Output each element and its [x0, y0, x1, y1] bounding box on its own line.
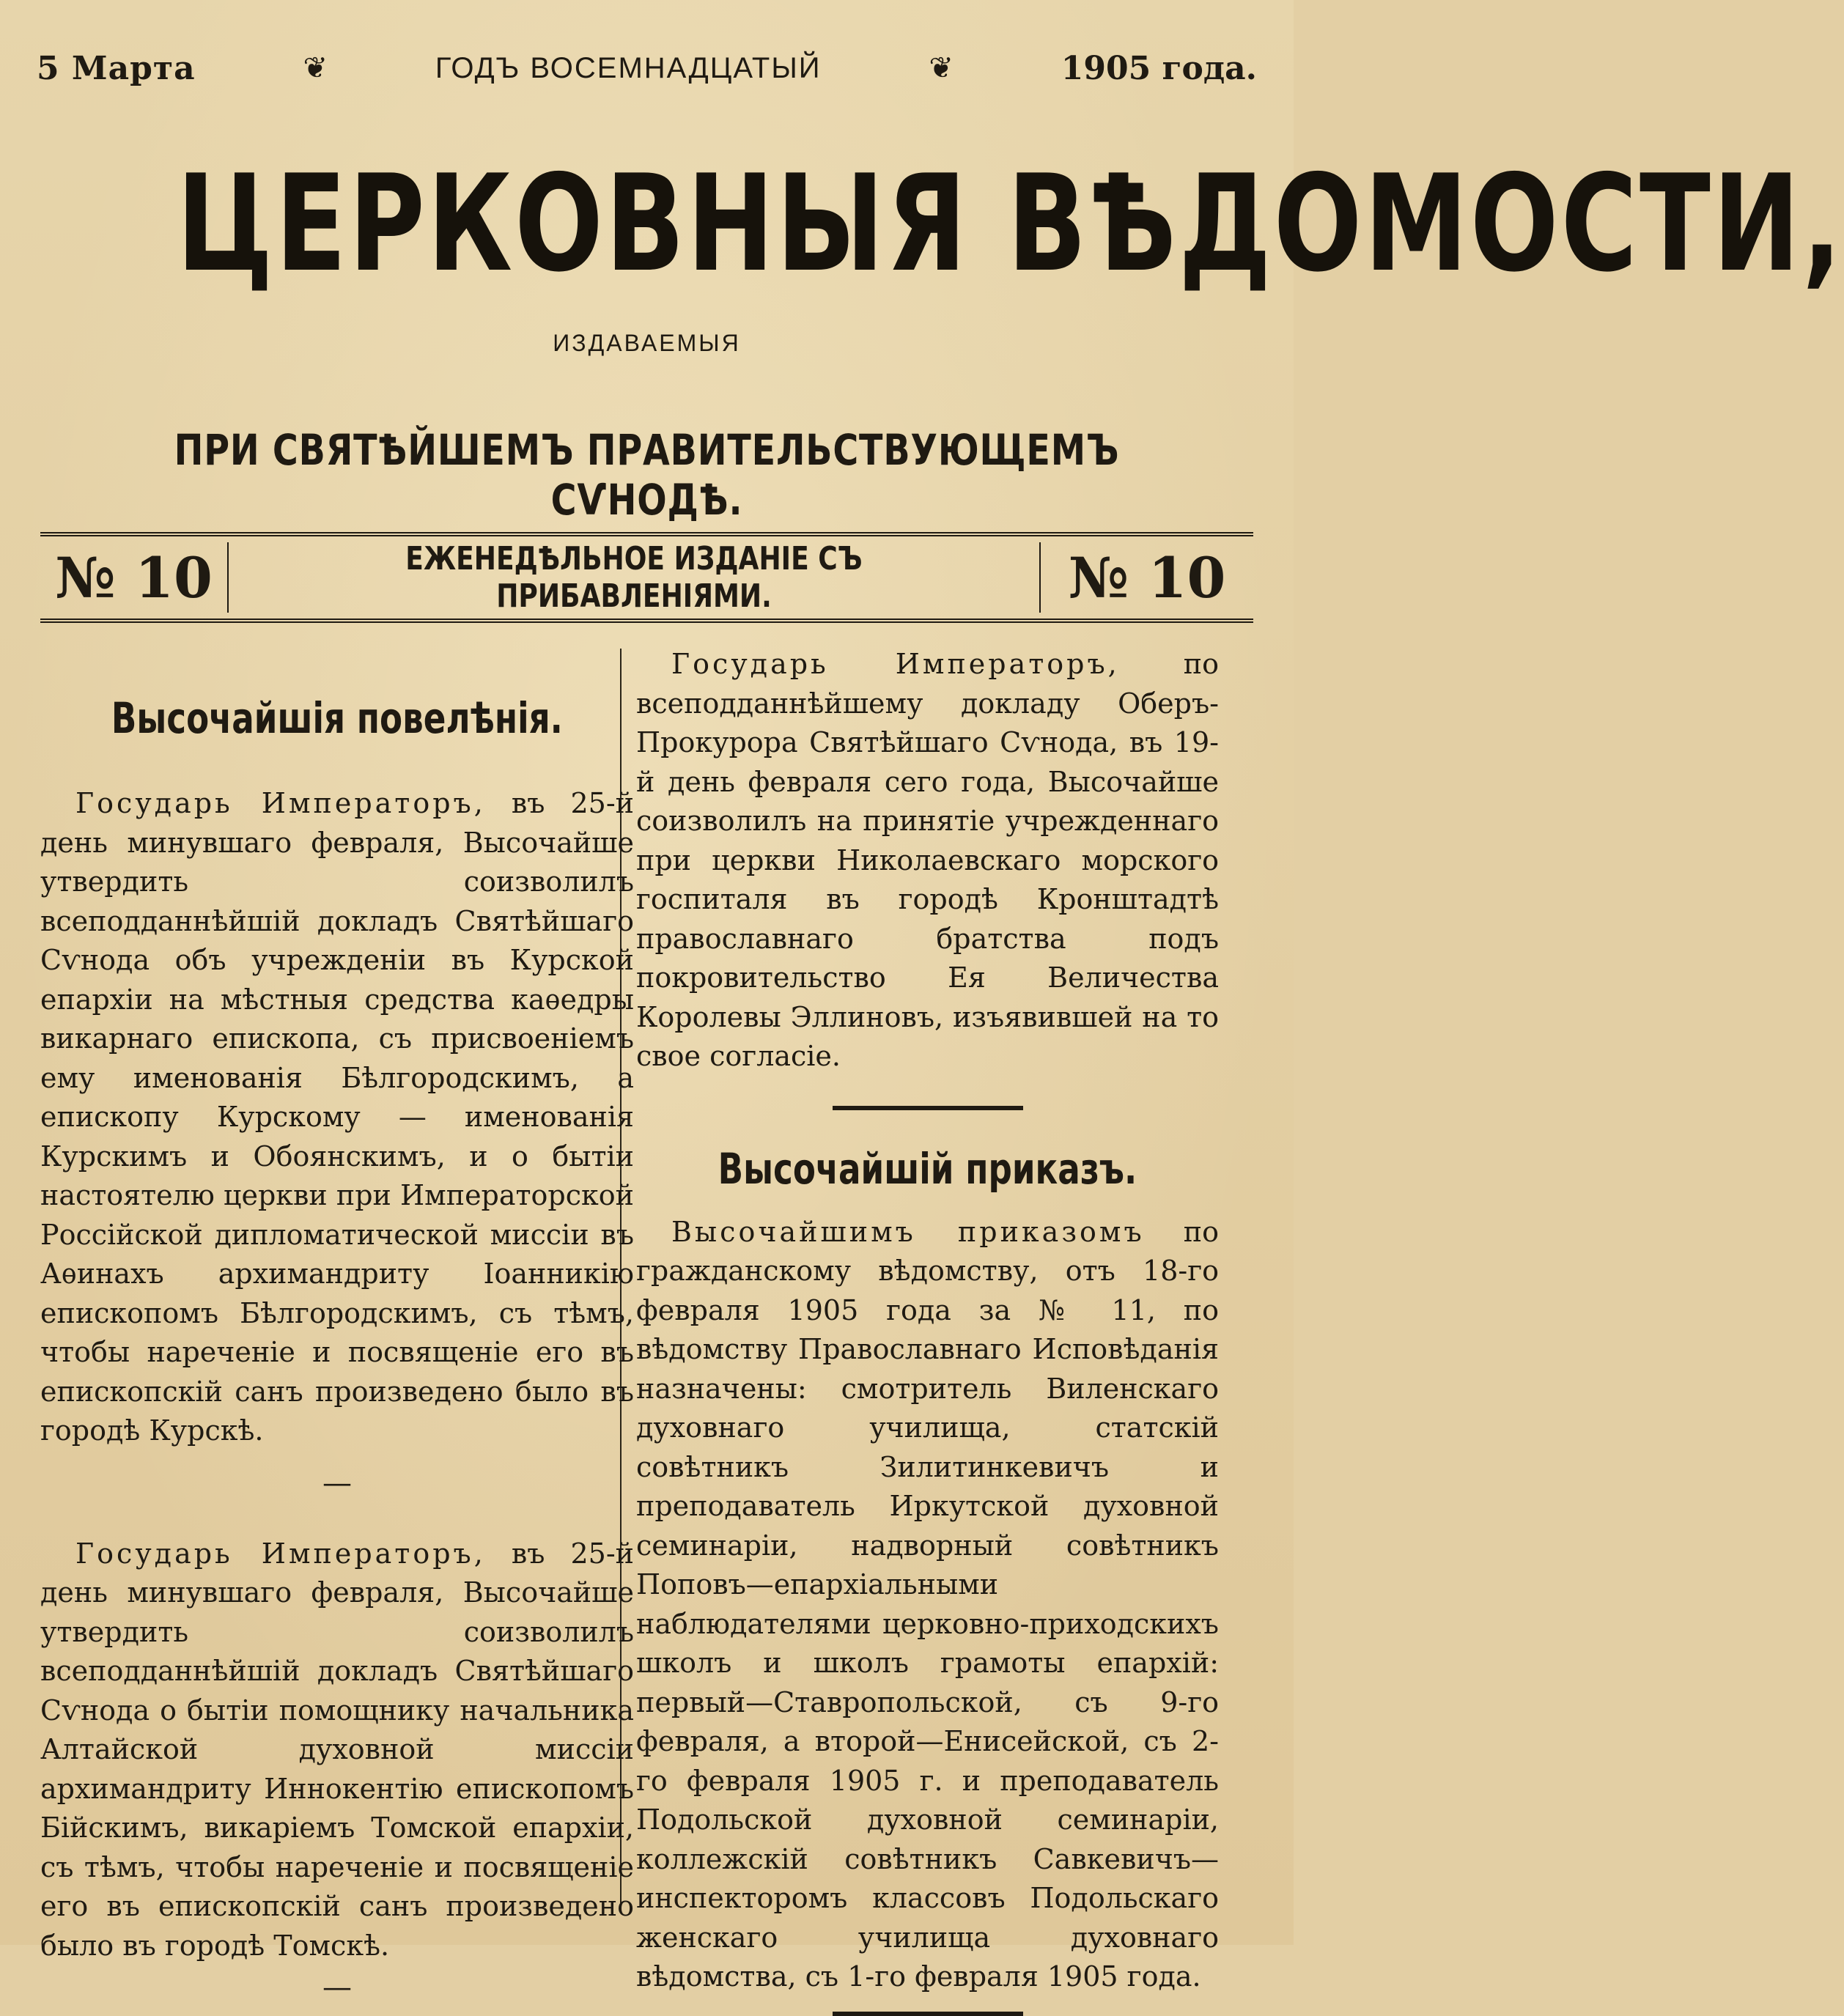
- paragraph-text: по всеподданнѣйшему докладу Оберъ-Прокурора Святѣйшаго Сѵнода, въ 19-й день февраля сего года, Высочайше соизволилъ на принятіе учрежденнаго при церкви Николаевскаго морского госпиталя въ городѣ Кронштадтѣ православнаго братства подъ покровительство Ея Величества Королевы Эллиновъ, изъявившей на то свое согласіе.: [636, 648, 1219, 1072]
- paragraph-lead: Высочайшимъ приказомъ: [671, 1215, 1145, 1248]
- publisher-text: ПРИ СВЯТѢЙШЕМЪ ПРАВИТЕЛЬСТВУЮЩЕМЪ СѴНОДѢ.: [174, 425, 1120, 525]
- right-column: [636, 645, 1219, 2016]
- paragraph-lead: Государь Императоръ,: [75, 787, 486, 819]
- volume-year-label: ГОДЪ ВОСЕМНАДЦАТЫЙ: [435, 51, 822, 84]
- published-label: ИЗДАВАЕМЫЯ: [553, 330, 741, 356]
- issue-number-bar: [40, 532, 1253, 623]
- weekly-edition-text: ЕЖЕНЕДѢЛЬНОЕ ИЗДАНІЕ СЪ ПРИБАВЛЕНІЯМИ.: [405, 540, 863, 615]
- paragraph-lead: Государь Императоръ,: [671, 648, 1120, 680]
- order-paragraph: [636, 1213, 1219, 1997]
- paragraph-text: въ 25-й день минувшаго февраля, Высочайше утвердить соизволилъ всеподданнѣйшій докладъ Святѣйшаго Сѵнода объ учрежденіи въ Курской епархіи на мѣстныя средства каѳедры викарнаго епископа, съ присвоеніемъ ему именованія Бѣлгородскимъ, а епископу Курскому — именованія Курскимъ и Обоянскимъ, и о бытіи настоятелю церкви при Императорской Россійской дипломатической миссіи въ Аѳинахъ архимандриту Іоанникію епископомъ Бѣлгородскимъ, съ тѣмъ, чтобы нареченіе и посвященіе его въ епископскій санъ произведено было въ городѣ Курскѣ.: [40, 787, 634, 1447]
- paragraph-lead: Государь Императоръ,: [75, 1537, 486, 1570]
- separator-dash: —: [322, 1466, 352, 1500]
- issue-year: 1905 года.: [1061, 49, 1257, 87]
- decree-paragraph: [636, 645, 1219, 1077]
- ornament-icon: ❦: [303, 51, 328, 85]
- issue-number-left: № 10: [55, 544, 213, 610]
- issue-number-right: № 10: [1068, 544, 1226, 610]
- section-heading: [636, 1140, 1219, 1198]
- masthead-title: ЦЕРКОВНЫЯ ВѢДОМОСТИ,: [176, 146, 1844, 301]
- decree-paragraph: [40, 1535, 634, 1966]
- section-heading: [40, 689, 634, 747]
- publisher-line: [0, 425, 1294, 525]
- section-heading-text: Высочайшія повелѣнія.: [111, 693, 564, 743]
- paragraph-text: по гражданскому вѣдомству, отъ 18-го февраля 1905 года за № 11, по вѣдомству Православнаго Исповѣданія назначены: смотритель Виленскаго духовнаго училища, статскій совѣтникъ Зилитинкевичъ и преподаватель Иркутской духовной семинаріи, надворный совѣтникъ Поповъ—епархіальными наблюдателями церковно-приходскихъ школъ и школъ грамоты епархій: первый—Ставропольской, съ 9-го февраля, а второй—Енисейской, съ 2-го февраля 1905 г. и преподаватель Подольской духовной семинаріи, коллежскій совѣтникъ Савкевичъ—инспекторомъ классовъ Подольскаго женскаго училища духовнаго вѣдомства, съ 1-го февраля 1905 года.: [636, 1215, 1219, 1993]
- separator-dash: —: [322, 1971, 352, 2004]
- decree-paragraph: [40, 784, 634, 1451]
- left-column: [40, 645, 634, 2009]
- paragraph-text: въ 25-й день минувшаго февраля, Высочайше утвердить соизволилъ всеподданнѣйшій докладъ Святѣйшаго Сѵнода о бытіи помощнику начальника Алтайской духовной миссіи архимандриту Иннокентію епископомъ Бійскимъ, викаріемъ Томской епархіи, съ тѣмъ, чтобы нареченіе и посвященіе его въ епископскій санъ произведено было въ городѣ Томскѣ.: [40, 1537, 634, 1962]
- top-dateline: [37, 43, 1257, 94]
- weekly-edition-label: [229, 540, 1039, 615]
- section-heading-text: Высочайшій приказъ.: [718, 1143, 1137, 1194]
- ornament-icon: ❦: [929, 51, 954, 85]
- section-rule: [833, 2012, 1023, 2016]
- issue-date: 5 Марта: [37, 49, 196, 87]
